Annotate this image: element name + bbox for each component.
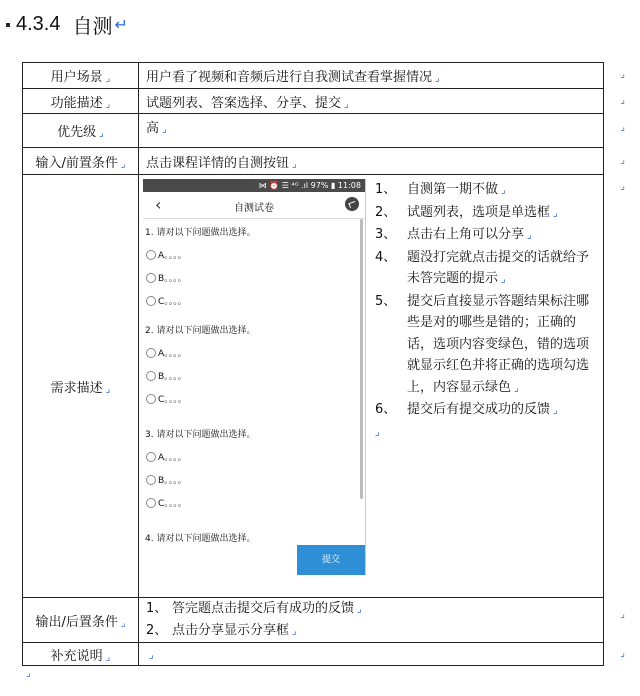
list-item: 2、 试题列表，选项是单选框 ⌟ <box>375 204 558 220</box>
radio-icon[interactable] <box>146 250 156 260</box>
row-value-scenario: 用户看了视频和音频后进行自我测试查看掌握情况 <box>146 70 433 85</box>
row-label-output: 输出/后置条件 <box>35 614 118 630</box>
list-item: 5、 提交后直接显示答题结果标注哪些是对的哪些是错的；正确的话，选项内容变绿色，错的选项就显示红色并将正确的选项勾选上，内容显示绿色 ⌟ <box>375 293 590 395</box>
question-item <box>145 427 355 509</box>
section-title: 自测 <box>72 13 113 38</box>
question-item <box>145 323 355 405</box>
requirement-list: 1、 自测第一期不做 ⌟ 2、 试题列表，选项是单选框 ⌟ 3、 点击右上角可以分享 ⌟ 4、 题没打完就点击提交的话就给予未答完题的提示 ⌟ 5、 提交后直接显示答题结果标注哪些是对的哪些是错的；正确的话，选项内容变绿色，错的选项就显示红色并将正确的选项勾选上，内容显示绿色 ⌟ 6、 提交后有提交成功的反馈 ⌟ ⌟ <box>375 179 601 443</box>
spec-table <box>22 62 625 666</box>
list-item: 3、 点击右上角可以分享 ⌟ <box>375 227 532 242</box>
question-text: 2. 请对以下问题做出选择。 <box>145 326 256 336</box>
question-text: 4. 请对以下问题做出选择。 <box>145 534 256 544</box>
paragraph-end-mark: ⌟ <box>26 668 31 679</box>
heading-bullet <box>6 23 10 27</box>
option-radio[interactable]: B。。。。 <box>146 271 355 284</box>
radio-icon[interactable] <box>146 394 156 404</box>
question-list <box>143 219 355 545</box>
radio-icon[interactable] <box>146 273 156 283</box>
radio-icon[interactable] <box>146 371 156 381</box>
option-radio[interactable]: C。。。。 <box>146 294 355 307</box>
option-radio[interactable]: B。。。。 <box>146 473 355 486</box>
question-text: 1. 请对以下问题做出选择。 <box>145 228 256 238</box>
option-radio[interactable]: A。。。。 <box>146 248 355 261</box>
row-label-requirement: 需求描述 <box>50 380 103 396</box>
table-row: 功能描述 ⌟ 试题列表、答案选择、分享、提交 ⌟ ⌟ <box>23 89 604 114</box>
share-icon[interactable] <box>345 197 359 211</box>
row-label-supplement: 补充说明 <box>50 648 103 664</box>
radio-icon[interactable] <box>146 452 156 462</box>
row-value-input: 点击课程详情的自测按钮 <box>146 155 290 171</box>
list-item: 1、 答完题点击提交后有成功的反馈 ⌟ <box>146 601 362 616</box>
list-item: 6、 提交后有提交成功的反馈 ⌟ <box>375 402 558 417</box>
row-label-function: 功能描述 <box>50 95 103 111</box>
phone-app-bar <box>143 192 365 219</box>
phone-screenshot <box>143 179 366 575</box>
option-radio[interactable]: C。。。。 <box>146 496 355 509</box>
option-radio[interactable]: A。。。。 <box>146 450 355 463</box>
row-value-function: 试题列表、答案选择、分享、提交 <box>146 95 342 111</box>
radio-icon[interactable] <box>146 498 156 508</box>
radio-icon[interactable] <box>146 296 156 306</box>
option-radio[interactable]: C。。。。 <box>146 392 355 405</box>
radio-icon[interactable] <box>146 348 156 358</box>
row-label-priority: 优先级 <box>57 125 97 140</box>
phone-title: 自测试卷 <box>234 203 274 214</box>
phone-status-bar: ⋈ ⏰ ☰ ⁴ᴳ .ıl 97% ▮ 11:08 <box>143 179 365 192</box>
back-icon[interactable]: ‹ <box>155 195 162 214</box>
option-radio[interactable]: A。。。。 <box>146 346 355 359</box>
list-item: 1、 自测第一期不做 ⌟ <box>375 182 506 197</box>
row-label-scenario: 用户场景 <box>50 70 103 85</box>
question-text: 3. 请对以下问题做出选择。 <box>145 430 256 440</box>
table-row: 输入/前置条件 ⌟ 点击课程详情的自测按钮 ⌟ ⌟ <box>23 148 604 175</box>
section-number: 4.3.4 <box>16 12 61 35</box>
list-item: 4、 题没打完就点击提交的话就给予未答完题的提示 ⌟ <box>375 249 590 286</box>
paragraph-mark-icon: ↵ <box>114 14 128 34</box>
phone-scrollbar[interactable] <box>360 219 363 499</box>
table-row: 需求描述 ⌟ ⋈ ⏰ ☰ ⁴ᴳ .ıl 97% ▮ 11:08 ‹ 自测试卷 1. 请对以下问题做出选择。 A。。。。 B。。。。 C。。。。 2. 请对以下问题做出选择。 A。。。。 B。。。。 C。。。。 3. 请对以下问题做出选择。 A。。。。 B。。。。 C。。。。 4. 请对以下问题做出选择。 提交 1、 自测第一期不做 ⌟ 2、 试题列表，选项是单选框 ⌟ 3、 点击右上角可以分享 ⌟ 4、 题没打完就点击提交的话就给予未答完题的提示 ⌟ 5、 提交后直接显示答题结果标注哪些是对的哪些是错的；正确的话，选项内容变绿色，错的选项就显示红色并将正确的选项勾选上，内容显示绿色 ⌟ 6、 提交后有提交成功的反馈 ⌟ ⌟ ⌟ <box>23 175 604 598</box>
row-label-input: 输入/前置条件 <box>35 155 118 171</box>
table-row: 补充说明 ⌟ ⌟ ⌟ <box>23 643 604 666</box>
table-row: 输出/后置条件 ⌟ 1、 答完题点击提交后有成功的反馈 ⌟ 2、 点击分享显示分享框 ⌟ ⌟ <box>23 598 604 643</box>
question-item <box>145 531 355 544</box>
question-item <box>145 225 355 307</box>
table-row: 优先级 ⌟ 高 ⌟ ⌟ <box>23 114 604 148</box>
list-item: 2、 点击分享显示分享框 ⌟ <box>146 623 297 638</box>
section-heading <box>6 10 128 38</box>
option-radio[interactable]: B。。。。 <box>146 369 355 382</box>
submit-button[interactable]: 提交 <box>297 545 365 575</box>
row-value-priority: 高 <box>146 121 160 136</box>
radio-icon[interactable] <box>146 475 156 485</box>
table-row: 用户场景 ⌟ 用户看了视频和音频后进行自我测试查看掌握情况 ⌟ ⌟ <box>23 63 604 89</box>
